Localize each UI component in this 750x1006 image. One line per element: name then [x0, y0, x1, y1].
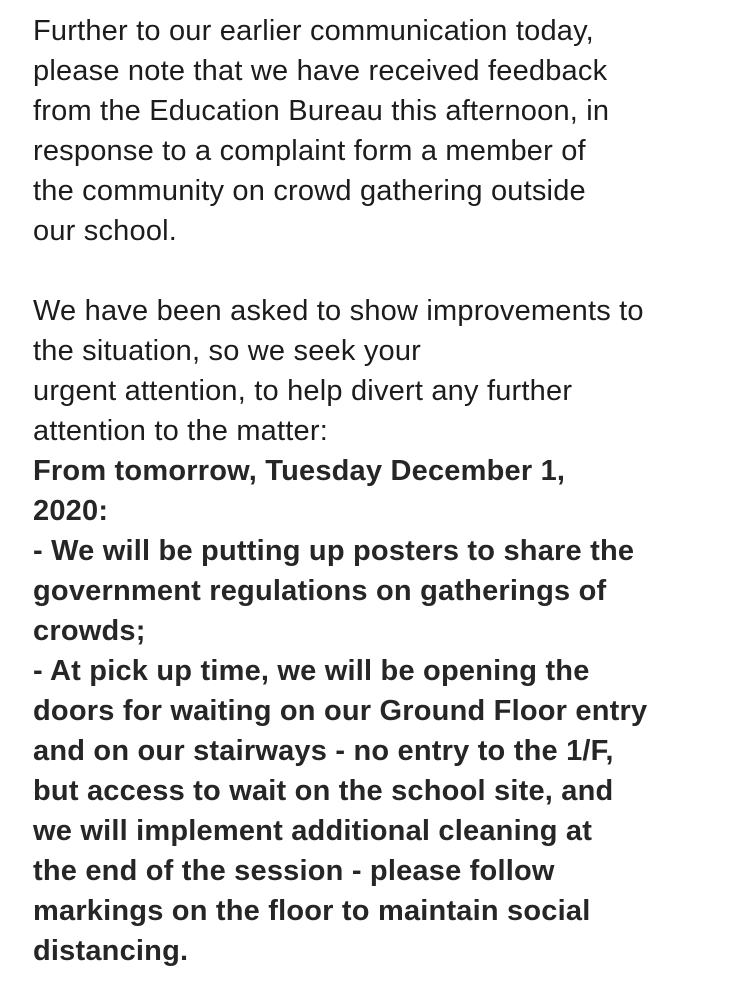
text-line: attention to the matter:	[33, 415, 328, 447]
text-line: crowds;	[33, 615, 146, 647]
text-line: the community on crowd gathering outside	[33, 175, 586, 207]
text-line: response to a complaint form a member of	[33, 135, 586, 167]
notice-section	[33, 451, 733, 971]
text-line: government regulations on gatherings of	[33, 575, 607, 607]
text-line: but access to wait on the school site, and	[33, 775, 614, 807]
text-line: our school.	[33, 215, 178, 247]
request-paragraph	[33, 291, 733, 451]
intro-paragraph	[33, 11, 733, 251]
text-line: from the Education Bureau this afternoon, in	[33, 95, 610, 127]
text-line: we will implement additional cleaning at	[33, 815, 593, 847]
text-line: and on our stairways - no entry to the 1/F,	[33, 735, 614, 767]
text-line: markings on the floor to maintain social	[33, 895, 591, 927]
notice-item-pickup	[33, 651, 733, 971]
text-line: the situation, so we seek your	[33, 335, 422, 367]
text-line: From tomorrow, Tuesday December 1,	[33, 455, 566, 487]
text-line: - At pick up time, we will be opening the	[33, 655, 590, 687]
notice-item-posters	[33, 531, 733, 651]
text-line: - We will be putting up posters to share the	[33, 535, 635, 567]
text-line: doors for waiting on our Ground Floor entry	[33, 695, 648, 727]
message-body	[33, 11, 733, 971]
text-line: please note that we have received feedback	[33, 55, 608, 87]
text-line: the end of the session - please follow	[33, 855, 555, 887]
text-line: 2020:	[33, 495, 109, 527]
text-line: distancing.	[33, 935, 189, 967]
notice-heading	[33, 451, 733, 531]
text-line: We have been asked to show improvements to	[33, 295, 644, 327]
paragraph-spacer	[33, 251, 733, 291]
text-line: Further to our earlier communication today,	[33, 15, 594, 47]
text-line: urgent attention, to help divert any further	[33, 375, 573, 407]
